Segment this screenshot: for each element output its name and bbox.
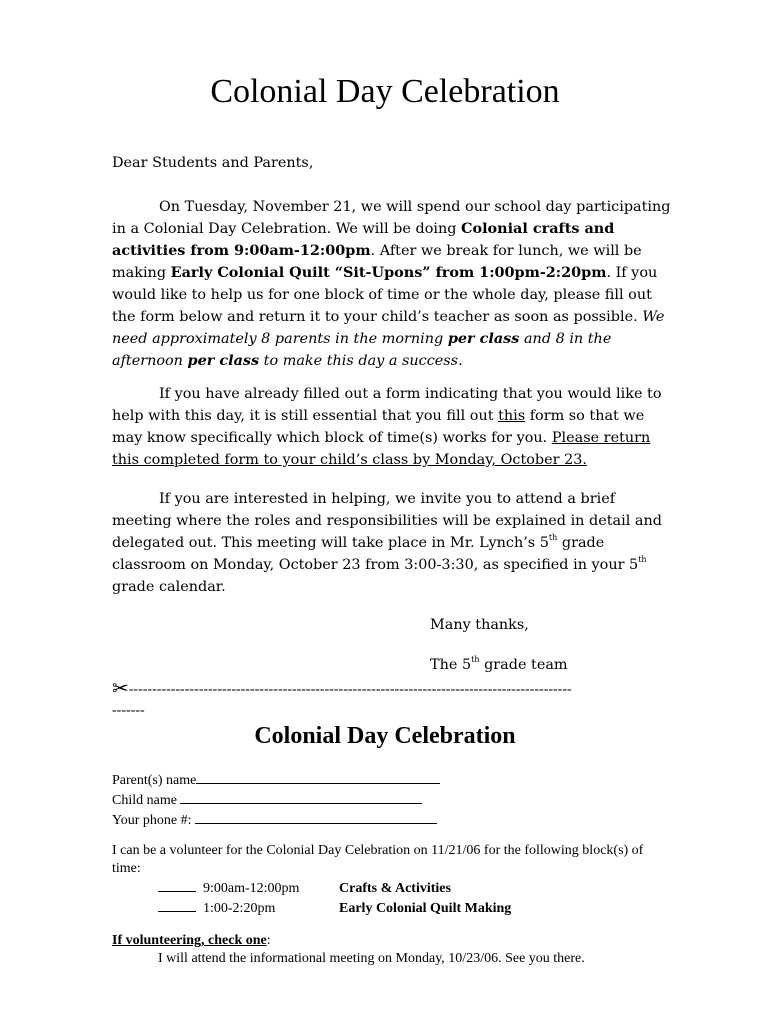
closing-text: Many thanks, — [430, 617, 529, 633]
parent-name-label: Parent(s) name — [112, 773, 197, 788]
form-title: Colonial Day Celebration — [254, 723, 516, 749]
phone-blank[interactable] — [195, 810, 437, 824]
time-block-morning[interactable] — [112, 878, 672, 898]
cut-line — [112, 678, 672, 701]
parent-name-blank[interactable] — [196, 770, 440, 784]
time-block-activity: Crafts & Activities — [339, 881, 451, 896]
child-name-label: Child name — [112, 793, 181, 808]
meeting-option[interactable]: I will attend the informational meeting on Monday, 10/23/06. See you there. — [158, 951, 585, 966]
time-block-time: 9:00am-12:00pm — [203, 881, 300, 896]
parent-name-field[interactable] — [112, 770, 672, 790]
signature-text: The 5th grade team — [430, 655, 568, 673]
page-title: Colonial Day Celebration — [210, 73, 560, 110]
letter-paragraph-2: If you have already filled out a form indicating that you would like to help with this day, it is still essential that you fill out this form so that we may know specifically which block of time(s) works for you. Please return this completed form to your child’s class by Monday, October 23. — [112, 386, 662, 468]
volunteer-heading: If volunteering, check one — [112, 933, 267, 948]
cut-line-continued: ------- — [112, 703, 145, 718]
phone-field[interactable] — [112, 810, 672, 830]
volunteer-intro: I can be a volunteer for the Colonial Day Celebration on 11/21/06 for the following block(s) of time: — [112, 843, 644, 876]
scissors-icon: ✂ — [112, 678, 129, 700]
contact-fields — [112, 770, 672, 830]
volunteer-section: If volunteering, check one: I will attend the informational meeting on Monday, 10/23/06. See you there. — [112, 932, 672, 968]
time-blocks — [112, 878, 672, 918]
letter-paragraph-3: If you are interested in helping, we invite you to attend a brief meeting where the roles and responsibilities will be explained in detail and delegated out. This meeting will take place in Mr. Lynch’s 5th grade classroom on Monday, October 23 from 3:00-3:30, as specified in your 5th grade calendar. — [112, 491, 662, 595]
time-block-check-blank[interactable] — [158, 878, 196, 892]
cut-dashes: ----------------------------------------------------------------------------------------------- — [128, 682, 572, 697]
time-block-afternoon[interactable] — [112, 898, 672, 918]
deadline-text: Please return this completed form to your child’s class by Monday, October 23. — [112, 430, 651, 468]
letter-greeting: Dear Students and Parents, — [112, 155, 314, 171]
child-name-field[interactable] — [112, 790, 672, 810]
time-block-time: 1:00-2:20pm — [203, 901, 276, 916]
letter-paragraph-1: On Tuesday, November 21, we will spend our school day participating in a Colonial Day Celebration. We will be doing Colonial crafts and activities from 9:00am-12:00pm. After we break for lunch, we will be making Early Colonial Quilt “Sit-Upons” from 1:00pm-2:20pm. If you would like to help us for one block of time or the whole day, please fill out the form below and return it to your child’s teacher as soon as possible. We need approximately 8 parents in the morning per class and 8 in the afternoon per class to make this day a success. — [112, 199, 671, 369]
phone-label: Your phone #: — [112, 813, 195, 828]
child-name-blank[interactable] — [180, 790, 422, 804]
time-block-activity: Early Colonial Quilt Making — [339, 901, 512, 916]
time-block-check-blank[interactable] — [158, 898, 196, 912]
